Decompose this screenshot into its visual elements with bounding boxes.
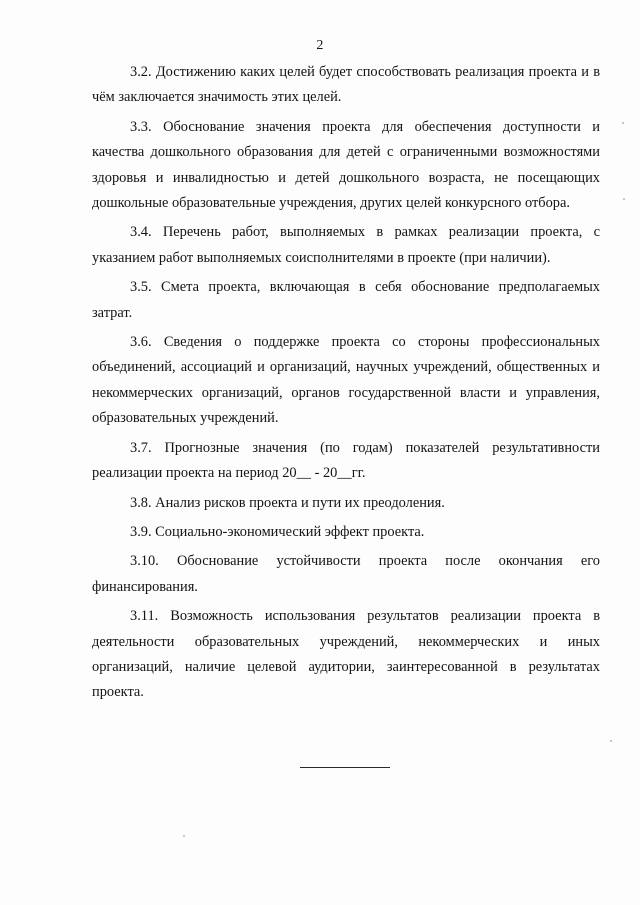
paragraph-3-7: 3.7. Прогнозные значения (по годам) показателей результативности реализации проекта на период 20__ - 20__гг. [92,439,600,482]
page-number: 2 [316,38,324,53]
end-divider-line [300,767,390,768]
paragraph-3-5: 3.5. Смета проекта, включающая в себя обоснование предполагаемых затрат. [92,279,600,321]
scan-speck [610,740,612,742]
paragraph-3-2: 3.2. Достижению каких целей будет способствовать реализация проекта и в чём заключается значимость этих целей. [92,64,600,106]
scan-speck [622,122,624,124]
scan-speck [623,198,625,200]
paragraph-3-3: 3.3. Обоснование значения проекта для обеспечения доступности и качества дошкольного образования для детей с ограниченными возможностями здоровья и инвалидностью и детей дошкольного возраста, не посещающих дошкольные образовательные учреждения, других целей конкурсного отбора. [92,118,600,212]
document-body [92,60,600,710]
paragraph-3-8: 3.8. Анализ рисков проекта и пути их преодоления. [130,494,445,511]
scan-speck [183,835,185,837]
paragraph-3-10: 3.10. Обоснование устойчивости проекта после окончания его финансирования. [92,553,600,595]
paragraph-3-4: 3.4. Перечень работ, выполняемых в рамках реализации проекта, с указанием работ выполняемых соисполнителями в проекте (при наличии). [92,224,600,266]
paragraph-3-6: 3.6. Сведения о поддержке проекта со стороны профессиональных объединений, ассоциаций и организаций, научных учреждений, общественных и некоммерческих организаций, органов государственной власти и управления, образовательных учреждений. [92,334,600,427]
paragraph-3-9: 3.9. Социально-экономический эффект проекта. [130,523,425,540]
paragraph-3-11: 3.11. Возможность использования результатов реализации проекта в деятельности образовательных учреждений, некоммерческих и иных организаций, наличие целевой аудитории, заинтересованной в результатах проекта. [92,608,600,701]
